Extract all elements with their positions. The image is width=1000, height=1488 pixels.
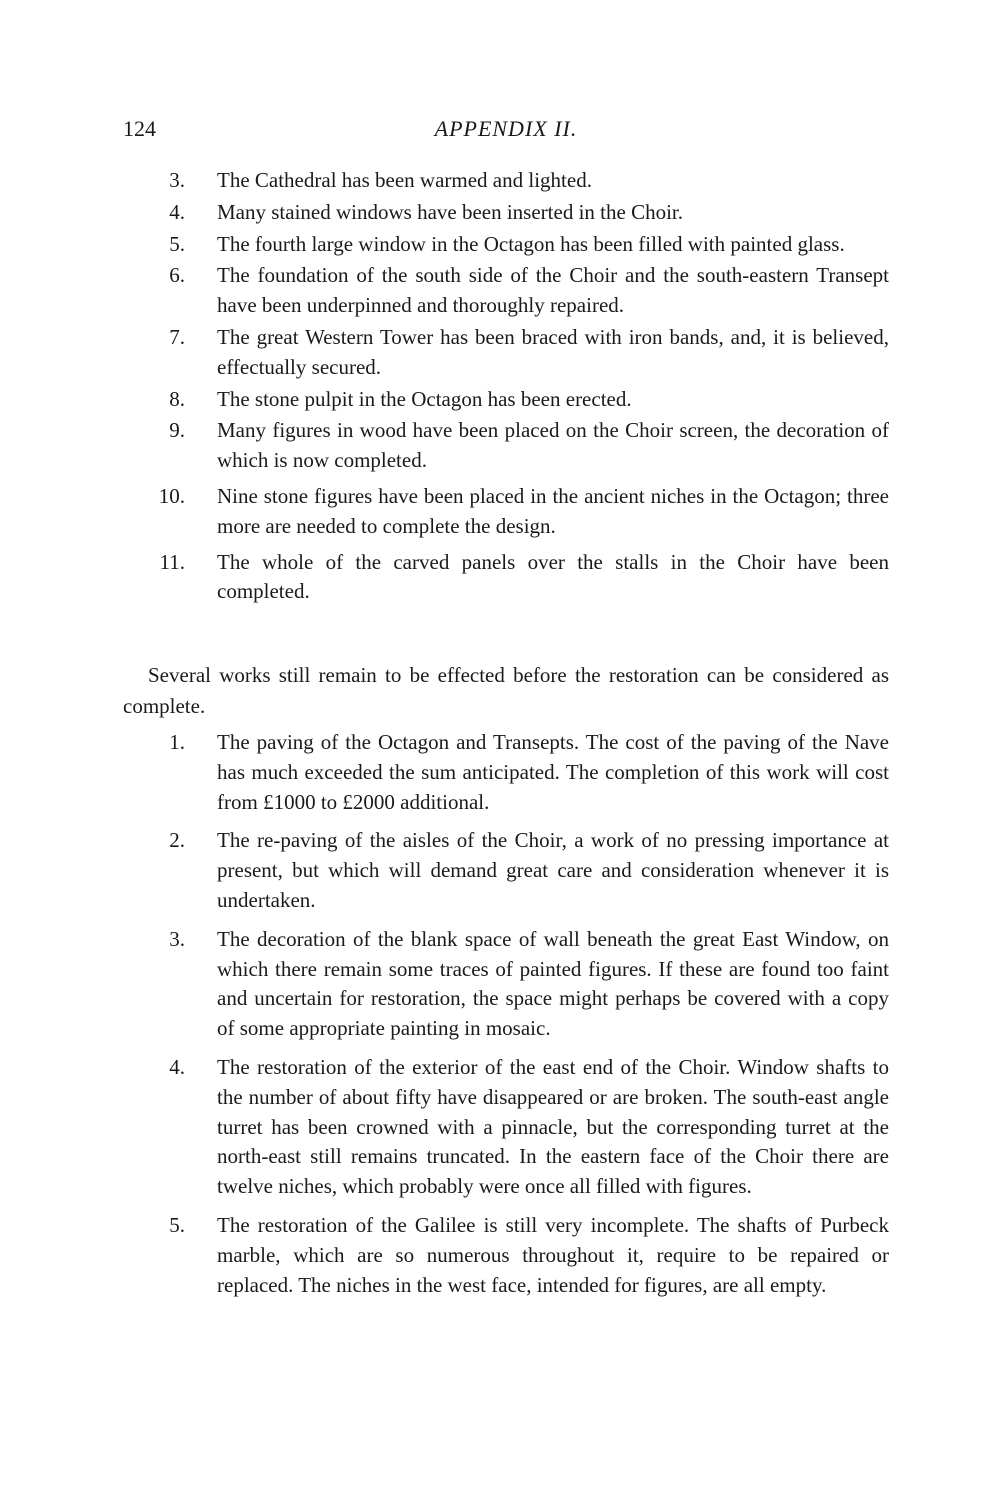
- list-item: [123, 323, 889, 383]
- item-text: The restoration of the Galilee is still very incomplete. The shafts of Purbeck marble, which are so numerous throughout it, require to be repaired or replaced. The niches in the west face, intended for figures, are all empty.: [217, 1212, 889, 1297]
- list-item: [123, 261, 889, 321]
- item-text: The great Western Tower has been braced with iron bands, and, it is believed, effectually secured.: [217, 324, 889, 379]
- running-head: [123, 112, 889, 148]
- item-text: The foundation of the south side of the Choir and the south-eastern Transept have been underpinned and thoroughly repaired.: [217, 263, 889, 318]
- item-number: 4.: [169, 1054, 185, 1079]
- item-text: Nine stone figures have been placed in the ancient niches in the Octagon; three more are needed to complete the design.: [217, 483, 889, 538]
- item-number: 4.: [169, 199, 185, 224]
- page-number: 124: [123, 116, 156, 141]
- item-text: The restoration of the exterior of the east end of the Choir. Window shafts to the number of about fifty have disappeared or are broken. The south-east angle turret has been crowned with a pinnacle, but the corresponding turret at the north-east still remains truncated. In the eastern face of the Choir there are twelve niches, which probably were once all filled with figures.: [217, 1054, 889, 1199]
- item-number: 3.: [169, 926, 185, 951]
- section-title: APPENDIX II.: [434, 116, 578, 141]
- list-item: [123, 1211, 889, 1300]
- item-number: 8.: [169, 386, 185, 411]
- item-number: 9.: [169, 418, 185, 443]
- item-number: 5.: [169, 1212, 185, 1237]
- item-number: 2.: [169, 828, 185, 853]
- list-item: [123, 925, 889, 1044]
- item-text: Many stained windows have been inserted in the Choir.: [217, 199, 683, 224]
- item-number: 7.: [169, 324, 185, 349]
- list-item: [123, 826, 889, 915]
- list-item: [123, 385, 889, 415]
- item-text: The whole of the carved panels over the stalls in the Choir have been completed.: [217, 549, 889, 604]
- list-item: [123, 166, 889, 196]
- list-item: [123, 482, 889, 542]
- list-item: [123, 728, 889, 817]
- item-text: The re-paving of the aisles of the Choir, a work of no pressing importance at present, but which will demand great care and consideration whenever it is undertaken.: [217, 828, 889, 912]
- intro-paragraph: Several works still remain to be effected before the restoration can be considered as complete.: [123, 663, 889, 718]
- list-item: [123, 548, 889, 608]
- item-number: 6.: [169, 263, 185, 288]
- item-number: 10.: [158, 483, 185, 508]
- completed-works-list: [123, 166, 889, 609]
- item-number: 11.: [159, 549, 185, 574]
- list-item: [123, 230, 889, 260]
- item-text: The Cathedral has been warmed and lighted.: [217, 168, 592, 192]
- list-item: [123, 198, 889, 228]
- list-item: [123, 416, 889, 476]
- list-item: [123, 1053, 889, 1202]
- item-number: 3.: [169, 168, 185, 192]
- item-text: The decoration of the blank space of wall beneath the great East Window, on which there remain some traces of painted figures. If these are found too faint and uncertain for restoration, the space might perhaps be covered with a copy of some appropriate painting in mosaic.: [217, 926, 889, 1041]
- remaining-works-list: [123, 728, 889, 1309]
- item-text: The paving of the Octagon and Transepts. The cost of the paving of the Nave has much exceeded the sum anticipated. The completion of this work will cost from £1000 to £2000 additional.: [217, 730, 889, 814]
- item-text: The fourth large window in the Octagon has been filled with painted glass.: [217, 231, 845, 256]
- item-number: 5.: [169, 231, 185, 256]
- item-text: The stone pulpit in the Octagon has been erected.: [217, 386, 632, 411]
- item-number: 1.: [169, 730, 185, 754]
- item-text: Many figures in wood have been placed on the Choir screen, the decoration of which is now completed.: [217, 418, 889, 473]
